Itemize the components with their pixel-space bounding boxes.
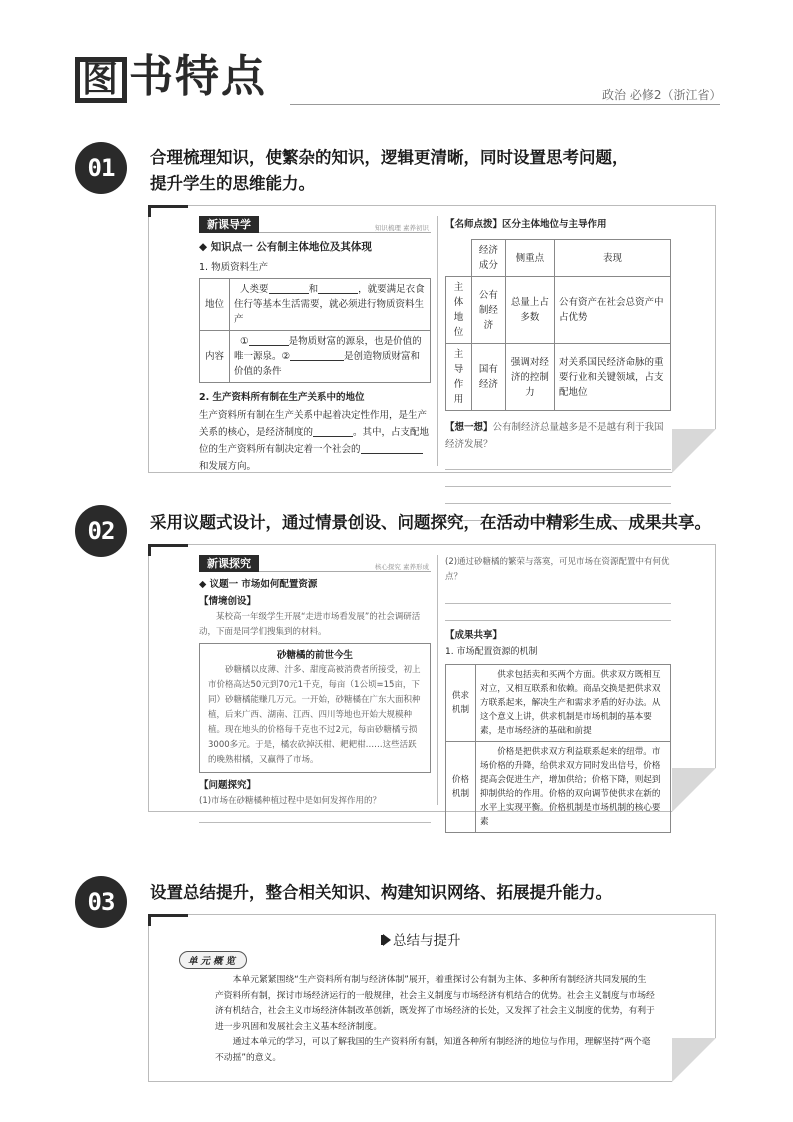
row-label: 价格机制	[446, 742, 476, 833]
card-corner	[148, 914, 188, 926]
card-corner	[148, 544, 188, 556]
table-header: 侧重点	[505, 240, 554, 277]
section-heading-01	[150, 145, 629, 197]
unit-overview-badge: 单元概览	[179, 951, 247, 969]
card-fold	[672, 768, 716, 812]
text-fragment: ，就要满足衣食住行等基本生活需要，就必须进行物质资料生产	[234, 284, 425, 325]
tag-row	[199, 216, 431, 233]
table-row	[200, 331, 431, 383]
table-cell: 公有资产在社会总资产中占优势	[554, 277, 670, 344]
section-heading-line: 设置总结提升，整合相关知识、构建知识网络、拓展提升能力。	[150, 883, 612, 902]
card2-left	[199, 555, 431, 823]
table-row	[446, 742, 671, 833]
compare-table	[445, 239, 671, 411]
row-label: 内容	[200, 331, 230, 383]
row-label: 主导作用	[446, 344, 472, 411]
answer-line	[445, 603, 671, 604]
table-row	[446, 277, 671, 344]
table-row	[446, 665, 671, 742]
fill-blank	[290, 350, 344, 361]
paragraph	[199, 407, 431, 475]
table-cell: 强调对经济的控制力	[505, 344, 554, 411]
think-label: 【想一想】	[445, 422, 493, 433]
card2-right	[445, 555, 671, 833]
row-label: 主体地位	[446, 277, 472, 344]
answer-line	[445, 486, 671, 487]
tag-right-text: 知识梳理 素养初识	[374, 224, 429, 232]
answer-line	[445, 469, 671, 470]
fill-blank	[318, 283, 358, 294]
section-heading-03	[150, 880, 612, 906]
table-row	[200, 279, 431, 331]
summary-body	[215, 973, 655, 1066]
row-content	[230, 279, 431, 331]
header-subtitle: 政治 必修2（浙江省）	[602, 88, 722, 102]
text-fragment: ①	[240, 336, 249, 347]
scene-label: 【情境创设】	[199, 596, 257, 607]
tag-right-text: 核心探究 素养形成	[374, 563, 429, 571]
tag-new-lesson: 新课导学	[199, 216, 259, 233]
material-text: 砂糖橘以皮薄、汁多、甜度高被消费者所接受，初上市价格高达50元到70元1千克，每亩（1公顷=15亩，下同）砂糖橘能赚几万元。一开始，砂糖橘在广东大面积种植，后来广西、湖南、江西、四川等地也开始大规模种植。现在地头的价格每千克也不过2元，每亩砂糖橘亏损3000多元。于是，橘农砍掉沃柑、耙耙柑……这些活跃的晚熟柑橘，又赢得了市场。	[208, 665, 421, 765]
think-question	[445, 419, 671, 453]
result-subheading: 1. 市场配置资源的机制	[445, 647, 538, 657]
table-cell: 公有制经济	[472, 277, 506, 344]
card-inquiry	[148, 544, 716, 827]
text-fragment: 是创造物质财富和价值的条件	[234, 351, 421, 377]
fill-blank	[383, 443, 423, 454]
fill-blank	[249, 335, 289, 346]
row-content: 价格是把供求双方利益联系起来的纽带。市场价格的升降，给供求双方同时发出信号，价格提高会促进生产，增加供给；价格下降，则起到抑制供给的作用。价格的双向调节使供求在新的水平上实现平衡。价格机制是市场机制的核心要素	[476, 742, 671, 833]
table-header: 经济成分	[472, 240, 506, 277]
card-knowledge	[148, 205, 716, 473]
material-title: 砂糖橘的前世今生	[276, 650, 353, 661]
section-heading-line: 合理梳理知识，使繁杂的知识，逻辑更清晰，同时设置思考问题，	[150, 148, 629, 167]
result-label: 【成果共享】	[445, 630, 503, 641]
answer-line	[445, 620, 671, 621]
think-text: 公有制经济总量越多是不是越有利于我国经济发展？	[445, 422, 664, 450]
section-heading-02	[150, 510, 711, 536]
card-corner	[148, 205, 188, 217]
empty-cell	[446, 240, 472, 277]
row-content	[230, 331, 431, 383]
page-header	[75, 52, 267, 103]
answer-line	[445, 503, 671, 504]
table-cell: 总量上占多数	[505, 277, 554, 344]
table-cell: 对关系国民经济命脉的重要行业和关键领域，占支配地位	[554, 344, 670, 411]
card1-left	[199, 216, 431, 475]
summary-title	[383, 929, 461, 949]
tag-row	[199, 555, 431, 572]
table-cell: 国有经济	[472, 344, 506, 411]
section-number-03: 03	[75, 876, 127, 928]
answer-line	[199, 822, 431, 823]
text-fragment: 是物质财富的源泉，也是价值的唯一源泉。②	[234, 336, 422, 362]
table-row	[446, 240, 671, 277]
knowledge-point-1: ◆ 知识点一 公有制主体地位及其体现	[199, 241, 372, 253]
tip-title: 【名师点拨】区分主体地位与主导作用	[445, 219, 607, 230]
scene-text: 某校高一年级学生开展“走进市场看发展”的社会调研活动，下面是同学们搜集到的材料。	[199, 612, 421, 637]
summary-paragraph-2: 通过本单元的学习，可以了解我国的生产资料所有制，知道各种所有制经济的地位与作用，理解坚持“两个毫不动摇”的意义。	[215, 1037, 651, 1063]
card1-right	[445, 216, 671, 521]
question-2: (2)通过砂糖橘的繁荣与落寞，可见市场在资源配置中有何优点？	[445, 557, 670, 582]
material-box	[199, 643, 431, 773]
table-header: 表现	[554, 240, 670, 277]
text-fragment: 人类要	[240, 284, 269, 295]
section-heading-line: 提升学生的思维能力。	[150, 174, 315, 193]
subheading-2: 2. 生产资料所有制在生产关系中的地位	[199, 392, 365, 403]
topic-heading: ◆ 议题一 市场如何配置资源	[199, 579, 318, 590]
text-fragment: 生产资料所有制在生产关系中起着决定性作用，是生产关系的核心，是经济制度的	[199, 410, 428, 438]
table-row	[446, 344, 671, 411]
text-fragment: 和	[308, 284, 319, 295]
question-label: 【问题探究】	[199, 780, 257, 791]
fill-blank	[361, 443, 383, 454]
summary-paragraph-1: 本单元紧紧围绕“生产资料所有制与经济体制”展开，着重探讨公有制为主体、多种所有制经济共同发展的生产资料所有制，探讨市场经济运行的一般规律，社会主义制度与市场经济有机结合的优势。社会主义制度与市场经济有机结合，社会主义市场经济体制改革创新，既发挥了市场经济的长处，又发挥了社会主义制度的优势，有利于进一步巩固和发展社会主义基本经济制度。	[215, 975, 655, 1032]
row-label: 供求机制	[446, 665, 476, 742]
subheading-1: 1. 物质资料生产	[199, 262, 269, 273]
summary-title-text: 总结与提升	[393, 933, 461, 949]
row-label: 地位	[200, 279, 230, 331]
fill-blank	[313, 426, 353, 437]
fill-blank	[269, 283, 309, 294]
knowledge-table	[199, 278, 431, 383]
tag-new-inquiry: 新课探究	[199, 555, 259, 572]
play-icon	[383, 934, 391, 946]
mechanism-table	[445, 664, 671, 833]
text-fragment: 和发展方向。	[199, 461, 257, 472]
card-summary	[148, 914, 716, 1082]
page-title	[75, 52, 267, 103]
column-divider	[437, 555, 438, 805]
title-boxed-char: 图	[75, 57, 127, 103]
card-fold	[672, 429, 716, 473]
row-content: 供求包括卖和买两个方面。供求双方既相互对立，又相互联系和依赖。商品交换是把供求双方联系起来，解决生产和需求矛盾的好办法。从这个意义上讲，供求机制是市场机制的基本要素，是市场经济的基础和前提	[476, 665, 671, 742]
question-1: (1)市场在砂糖橘种植过程中是如何发挥作用的？	[199, 796, 382, 806]
section-number-01: 01	[75, 142, 127, 194]
text-fragment: 。其中，占支配地位的生产资料所有制决定着一个社会的	[199, 427, 430, 455]
title-rest: 书特点	[129, 51, 268, 102]
section-heading-line: 采用议题式设计，通过情景创设、问题探究，在活动中精彩生成、成果共享。	[150, 513, 711, 532]
card-fold	[672, 1038, 716, 1082]
column-divider	[437, 216, 438, 466]
section-number-02: 02	[75, 505, 127, 557]
header-rule	[290, 104, 720, 105]
